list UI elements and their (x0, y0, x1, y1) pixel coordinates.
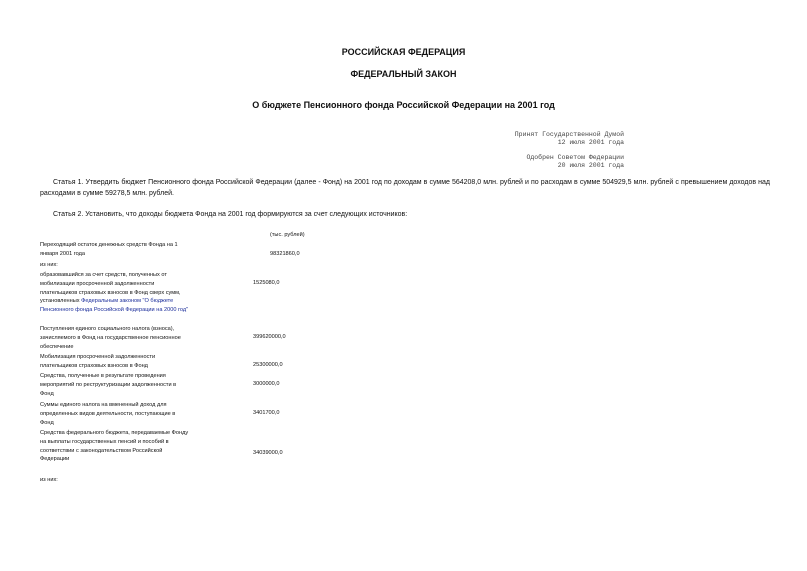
row-label-social-tax: Поступления единого социального налога (взноса), зачисляемого в Фонд на государственное пенсионное обеспечение (40, 326, 181, 350)
row-label-federal-budget: Средства федерального бюджета, передаваемые Фонду на выплаты государственных пенсий и пособий в соответствии с законодательством Российской Федерации (40, 430, 189, 463)
row-value-federal-budget: 34039000,0 (253, 450, 283, 456)
row-label-opening-balance: Переходящий остаток денежных средств Фонда на 1 января 2001 года (40, 242, 178, 257)
article-2 (40, 209, 770, 220)
row-label-imputed-tax: Суммы единого налога на вмененный доход для определенных видов деятельности, поступающие в Фонд (40, 402, 176, 426)
adoption-council-date: 20 июля 2001 года (557, 162, 624, 169)
row-value-overdue-mobilization: 25300000,0 (253, 362, 283, 368)
row-label-of-which-2: из них: (40, 477, 58, 483)
adoption-council (424, 154, 624, 170)
row-value-opening-balance: 98321860,0 (270, 251, 300, 257)
doc-type-heading: ФЕДЕРАЛЬНЫЙ ЗАКОН (350, 69, 457, 79)
federal-law-2000-link[interactable]: Федеральным законом "О бюджете Пенсионного фонда Российской Федерации на 2000 год" (40, 298, 189, 314)
row-value-restructuring: 3000000,0 (253, 381, 280, 387)
adoption-council-body: Одобрен Советом Федерации (526, 154, 624, 161)
article-2-text: Статья 2. Установить, что доходы бюджета Фонда на 2001 год формируются за счет следующих источников: (53, 211, 408, 218)
row-label-of-which-1: из них: (40, 262, 58, 268)
row-label-restructuring: Средства, полученные в результате проведения мероприятий по реструктуризации задолженности в Фонд (40, 373, 177, 397)
adoption-duma-body: Принят Государственной Думой (514, 131, 624, 138)
table-unit: (тыс. рублей) (270, 232, 305, 238)
row-value-mobilization-surplus: 1525080,0 (253, 280, 280, 286)
row-value-social-tax: 399620000,0 (253, 334, 286, 340)
row-label-overdue-mobilization: Мобилизация просроченной задолженности плательщиков страховых взносов в Фонд (40, 354, 156, 369)
row-label-mobilization-surplus-text: образовавшийся за счет средств, полученных от мобилизации просроченной задолженности плательщиков страховых взносов в Фонд сверх сумм, установленных (40, 272, 181, 305)
country-heading: РОССИЙСКАЯ ФЕДЕРАЦИЯ (341, 47, 466, 57)
article-1 (40, 177, 770, 199)
article-1-text: Статья 1. Утвердить бюджет Пенсионного фонда Российской Федерации (далее - Фонд) на 2001 год по доходам в сумме 564208,0 млн. рублей и по расходам в сумме 504929,5 млн. рублей с превышением доходов над расходами в сумме 59278,5 млн. рублей. (40, 179, 770, 197)
row-label-mobilization-surplus (40, 271, 190, 315)
law-title: О бюджете Пенсионного фонда Российской Федерации на 2001 год (252, 100, 555, 110)
row-value-imputed-tax: 3401700,0 (253, 410, 280, 416)
adoption-duma (424, 131, 624, 147)
adoption-duma-date: 12 июля 2001 года (557, 139, 624, 146)
